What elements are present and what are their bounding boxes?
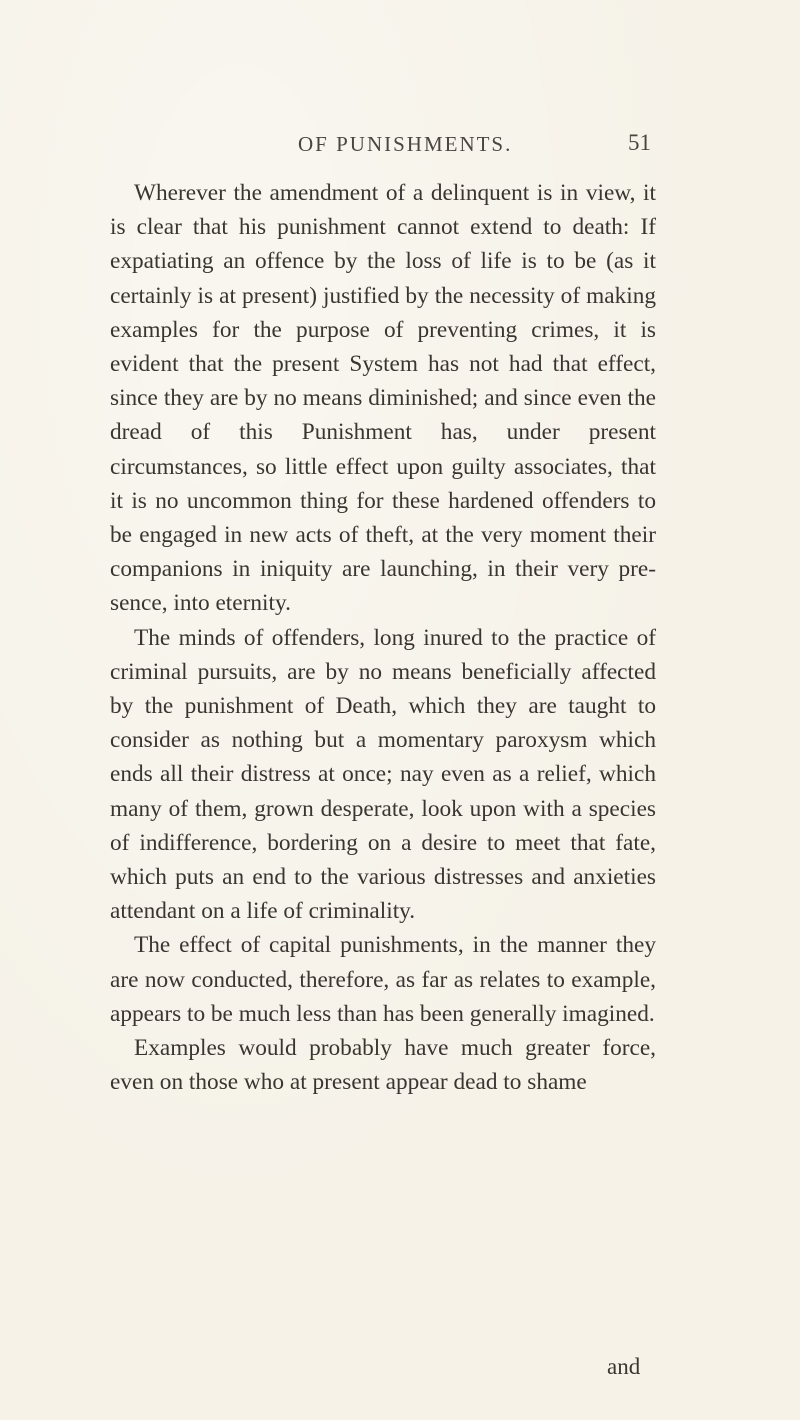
paragraph-4: Examples would probably have much greater force, even on those who at present appear dead to shame xyxy=(110,1035,656,1096)
catchword: and xyxy=(607,1354,641,1379)
body-text xyxy=(110,176,656,1099)
running-title: OF PUNISHMENTS. xyxy=(298,132,513,156)
paragraph-2: The minds of offenders, long inured to the practice of criminal pursuits, are by no means beneficially affected by the punishment of Death, which they are taught to consider as nothing but a momentary paroxysm which ends all their distress at once; nay even as a relief, which many of them, grown desperate, look upon with a species of indifference, bordering on a desire to meet that fate, which puts an end to the various distresses and anxieties attendant on a life of criminality. xyxy=(110,624,656,925)
page-number: 51 xyxy=(628,130,651,155)
running-head xyxy=(0,132,800,162)
paragraph-1: Wherever the amendment of a delinquent is in view, it is clear that his punishment cannot extend to death: If expatiating an offence by the loss of life is to be (as it certainly is at present) justified by the necessity of making examples for the purpose of preventing crimes, it is evident that the present System has not had that effect, since they are by no means diminished; and since even the dread of this Punishment has, under present circumstances, so little effect upon guilty associates, that it is no uncommon thing for these hardened offenders to be engaged in new acts of theft, at the very moment their companions in iniquity are launching, in their very presence, into eternity. xyxy=(110,180,656,617)
paragraph-3: The effect of capital punishments, in the manner they are now conducted, therefore, as far as relates to example, appears to be much less than has been generally imagined. xyxy=(110,932,656,1027)
